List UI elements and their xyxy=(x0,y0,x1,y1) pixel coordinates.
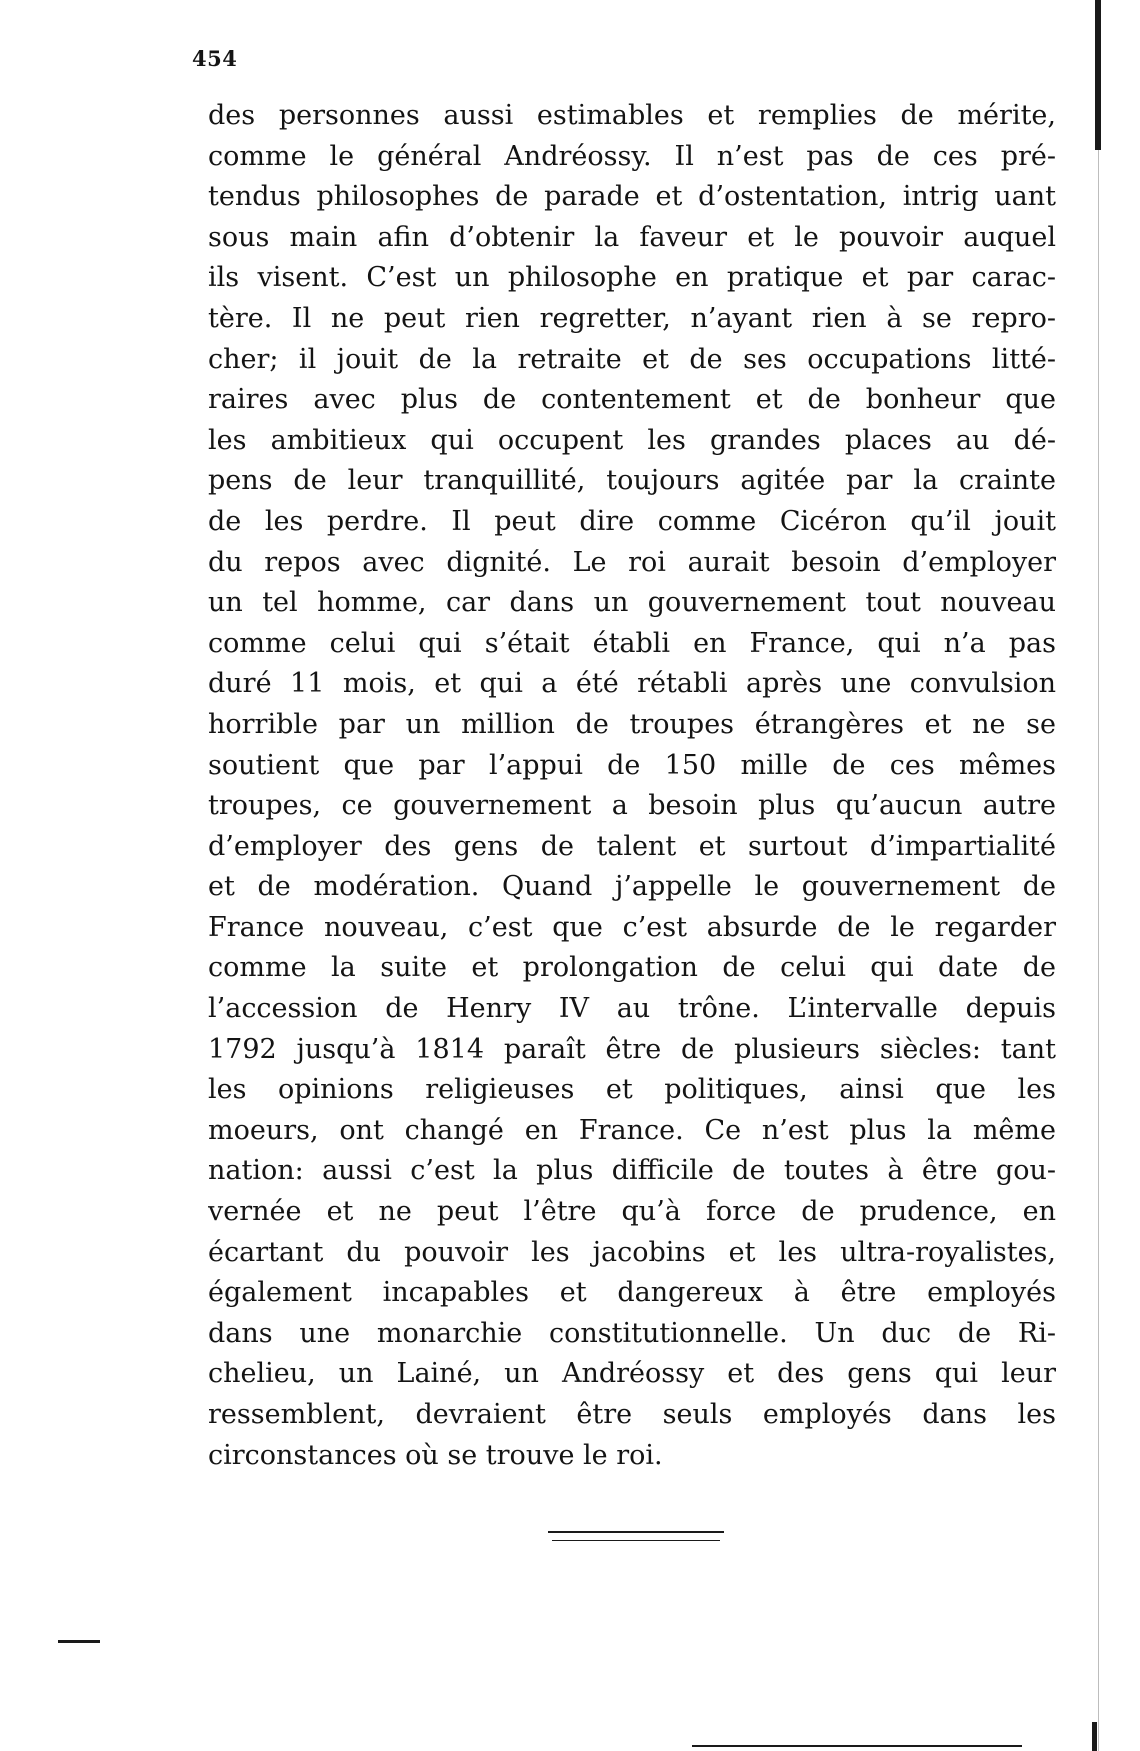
text-line: horrible par un million de troupes étrangères et ne se xyxy=(208,708,1056,740)
text-line: troupes, ce gouvernement a besoin plus qu’aucun autre xyxy=(208,790,1056,822)
text-line: un tel homme, car dans un gouvernement tout nouveau xyxy=(208,587,1056,619)
end-rule xyxy=(548,1531,724,1533)
text-line: les opinions religieuses et politiques, ainsi que les xyxy=(208,1074,1056,1106)
text-line: moeurs, ont changé en France. Ce n’est plus la même xyxy=(208,1114,1056,1146)
text-line: et de modération. Quand j’appelle le gouvernement de xyxy=(208,871,1056,903)
text-line: duré 11 mois, et qui a été rétabli après une convulsion xyxy=(208,668,1056,700)
text-line: tendus philosophes de parade et d’ostentation, intrig uant xyxy=(208,181,1056,213)
text-line: comme le général Andréossy. Il n’est pas de ces pré- xyxy=(208,140,1056,172)
spine-line xyxy=(1098,150,1099,1751)
text-line: comme la suite et prolongation de celui qui date de xyxy=(208,952,1056,984)
text-line: dans une monarchie constitutionnelle. Un duc de Ri- xyxy=(208,1317,1056,1349)
text-line: tère. Il ne peut rien regretter, n’ayant rien à se repro- xyxy=(208,302,1056,334)
text-line: ils visent. C’est un philosophe en pratique et par carac- xyxy=(208,262,1056,294)
text-line: des personnes aussi estimables et remplies de mérite, xyxy=(208,100,1056,131)
bottom-rule xyxy=(692,1745,1022,1747)
text-line: ressemblent, devraient être seuls employés dans les xyxy=(208,1399,1056,1430)
text-line: chelieu, un Lainé, un Andréossy et des gens qui leur xyxy=(208,1358,1056,1390)
text-line: également incapables et dangereux à être employés xyxy=(208,1277,1056,1309)
margin-mark xyxy=(58,1640,100,1643)
text-line: soutient que par l’appui de 150 mille de ces mêmes xyxy=(208,749,1056,781)
page-number: 454 xyxy=(192,46,238,71)
text-line: d’employer des gens de talent et surtout d’impartialité xyxy=(208,830,1056,862)
end-rule-secondary xyxy=(552,1540,720,1541)
text-line: les ambitieux qui occupent les grandes places au dé- xyxy=(208,424,1056,456)
text-line: écartant du pouvoir les jacobins et les ultra-royalistes, xyxy=(208,1236,1056,1268)
text-line: de les perdre. Il peut dire comme Cicéron qu’il jouit xyxy=(208,505,1056,537)
text-line: cher; il jouit de la retraite et de ses occupations litté- xyxy=(208,343,1056,375)
text-line: sous main afin d’obtenir la faveur et le pouvoir auquel xyxy=(208,221,1056,253)
spine-edge xyxy=(1095,0,1101,150)
text-line: circonstances où se trouve le roi. xyxy=(208,1439,663,1471)
body-text xyxy=(208,96,1056,1476)
text-line: du repos avec dignité. Le roi aurait besoin d’employer xyxy=(208,546,1056,578)
text-line: comme celui qui s’était établi en France, qui n’a pas xyxy=(208,627,1056,659)
spine-foot-mark xyxy=(1092,1722,1097,1751)
text-line: vernée et ne peut l’être qu’à force de prudence, en xyxy=(208,1196,1056,1228)
text-line: pens de leur tranquillité, toujours agitée par la crainte xyxy=(208,465,1056,497)
text-line: France nouveau, c’est que c’est absurde de le regarder xyxy=(208,911,1056,943)
text-line: 1792 jusqu’à 1814 paraît être de plusieurs siècles: tant xyxy=(208,1033,1056,1065)
text-line: raires avec plus de contentement et de bonheur que xyxy=(208,384,1056,416)
text-line: nation: aussi c’est la plus difficile de toutes à être gou- xyxy=(208,1155,1056,1187)
text-line: l’accession de Henry IV au trône. L’intervalle depuis xyxy=(208,993,1056,1025)
